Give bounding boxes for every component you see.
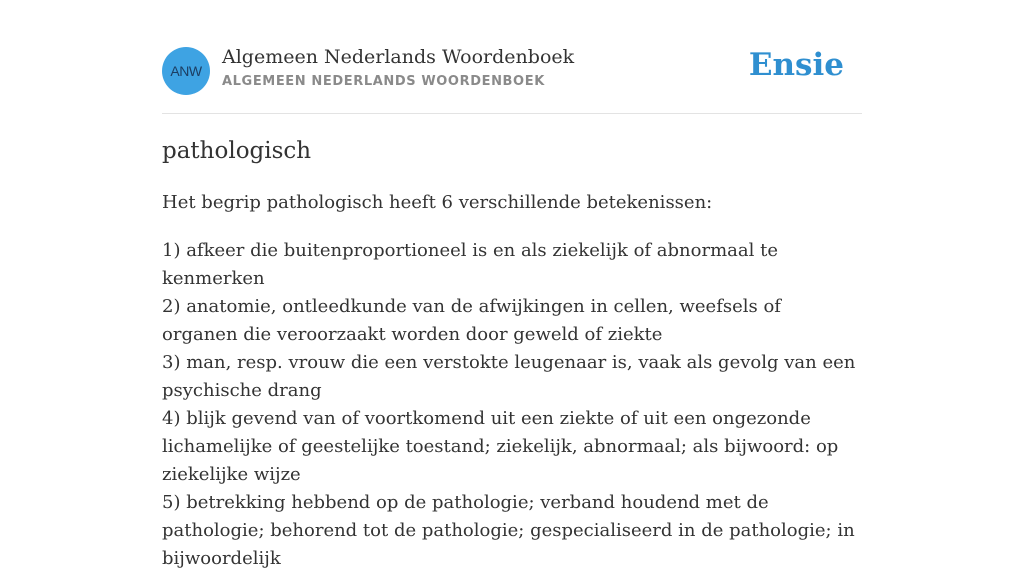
- meanings-list: [162, 237, 862, 573]
- meaning-item: 4) blijk gevend van of voortkomend uit een ziekte of uit een ongezonde lichamelijke of geestelijke toestand; ziekelijk, abnormaal; als bijwoord: op ziekelijke wijze: [162, 408, 839, 485]
- source-header: [162, 0, 862, 114]
- source-subtitle: ALGEMEEN NEDERLANDS WOORDENBOEK: [222, 74, 545, 89]
- meaning-item: 3) man, resp. vrouw die een verstokte leugenaar is, vaak als gevolg van een psychische drang: [162, 352, 856, 401]
- brand-logo-link[interactable]: Ensie: [748, 47, 844, 83]
- source-title[interactable]: Algemeen Nederlands Woordenboek: [222, 46, 575, 68]
- source-logo[interactable]: ANW: [162, 47, 210, 95]
- entry-term: pathologisch: [162, 138, 312, 164]
- entry-intro: Het begrip pathologisch heeft 6 verschillende betekenissen:: [162, 192, 713, 213]
- meaning-item: 5) betrekking hebbend op de pathologie; verband houdend met de pathologie; behorend tot de pathologie; gespecialiseerd in de pathologie; in bijwoordelijk: [162, 492, 855, 569]
- meaning-item: 1) afkeer die buitenproportioneel is en als ziekelijk of abnormaal te kenmerken: [162, 240, 778, 289]
- content-container: [162, 0, 862, 569]
- meaning-item: 2) anatomie, ontleedkunde van de afwijkingen in cellen, weefsels of organen die veroorzaakt worden door geweld of ziekte: [162, 296, 781, 345]
